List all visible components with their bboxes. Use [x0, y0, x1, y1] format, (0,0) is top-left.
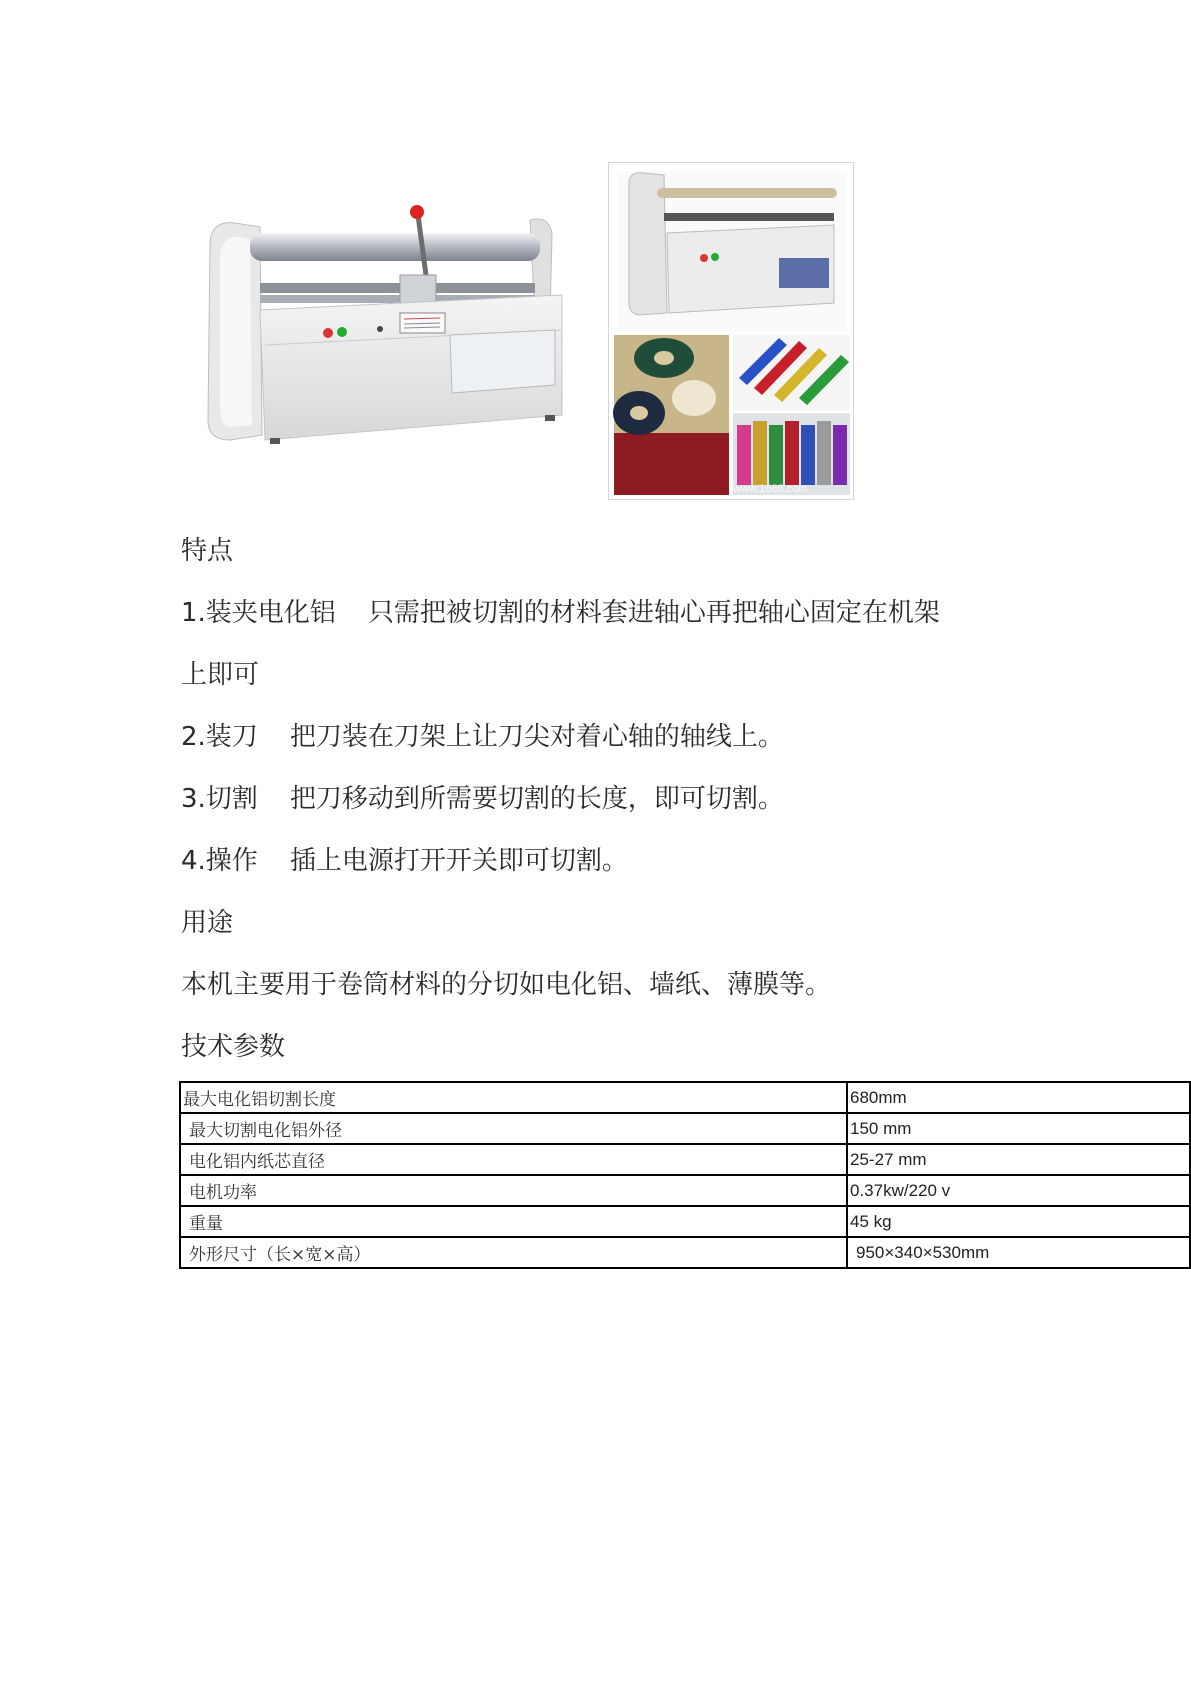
- usage-heading: 用途: [181, 908, 234, 938]
- feature-desc: 插上电源打开开关即可切割。: [289, 846, 628, 876]
- table-row: [180, 1175, 1190, 1206]
- watermark-text: www.1688.com: [733, 483, 808, 495]
- spec-label: 外形尺寸（长×宽×高）: [180, 1237, 847, 1268]
- feature-title: 3.切割: [181, 784, 258, 814]
- spec-value: 45 kg: [847, 1206, 1190, 1237]
- usage-text: 本机主要用于卷筒材料的分切如电化铝、墙纸、薄膜等。: [181, 970, 832, 1000]
- table-row: [180, 1144, 1190, 1175]
- table-row: [180, 1237, 1190, 1268]
- feature-desc: 把刀装在刀架上让刀尖对着心轴的轴线上。: [289, 722, 784, 752]
- spec-label: 重量: [180, 1206, 847, 1237]
- feature-item-1-continued: 上即可: [181, 660, 260, 690]
- product-collage-photo: [608, 162, 854, 500]
- features-heading: 特点: [181, 536, 234, 566]
- spec-label: 最大切割电化铝外径: [180, 1113, 847, 1144]
- spec-label: 最大电化铝切割长度: [180, 1082, 847, 1113]
- feature-desc: 把刀移动到所需要切割的长度，即可切割。: [289, 784, 784, 814]
- feature-title: 2.装刀: [181, 722, 258, 752]
- spec-value: 950×340×530mm: [847, 1237, 1190, 1268]
- feature-item-1: [181, 596, 940, 630]
- spec-heading: 技术参数: [181, 1032, 286, 1062]
- table-row: [180, 1082, 1190, 1113]
- spec-label: 电机功率: [180, 1175, 847, 1206]
- spec-value: 25-27 mm: [847, 1144, 1190, 1175]
- feature-item-4: [181, 844, 628, 878]
- spec-table: [179, 1081, 1191, 1269]
- cutting-machine-photo: [190, 195, 590, 480]
- feature-title: 1.装夹电化铝: [181, 598, 336, 628]
- feature-item-2: [181, 720, 784, 754]
- feature-item-3: [181, 782, 784, 816]
- spec-value: 680mm: [847, 1082, 1190, 1113]
- spec-value: 0.37kw/220 v: [847, 1175, 1190, 1206]
- spec-label: 电化铝内纸芯直径: [180, 1144, 847, 1175]
- table-row: [180, 1206, 1190, 1237]
- spec-value: 150 mm: [847, 1113, 1190, 1144]
- feature-desc: 只需把被切割的材料套进轴心再把轴心固定在机架: [367, 598, 940, 628]
- feature-title: 4.操作: [181, 846, 258, 876]
- table-row: [180, 1113, 1190, 1144]
